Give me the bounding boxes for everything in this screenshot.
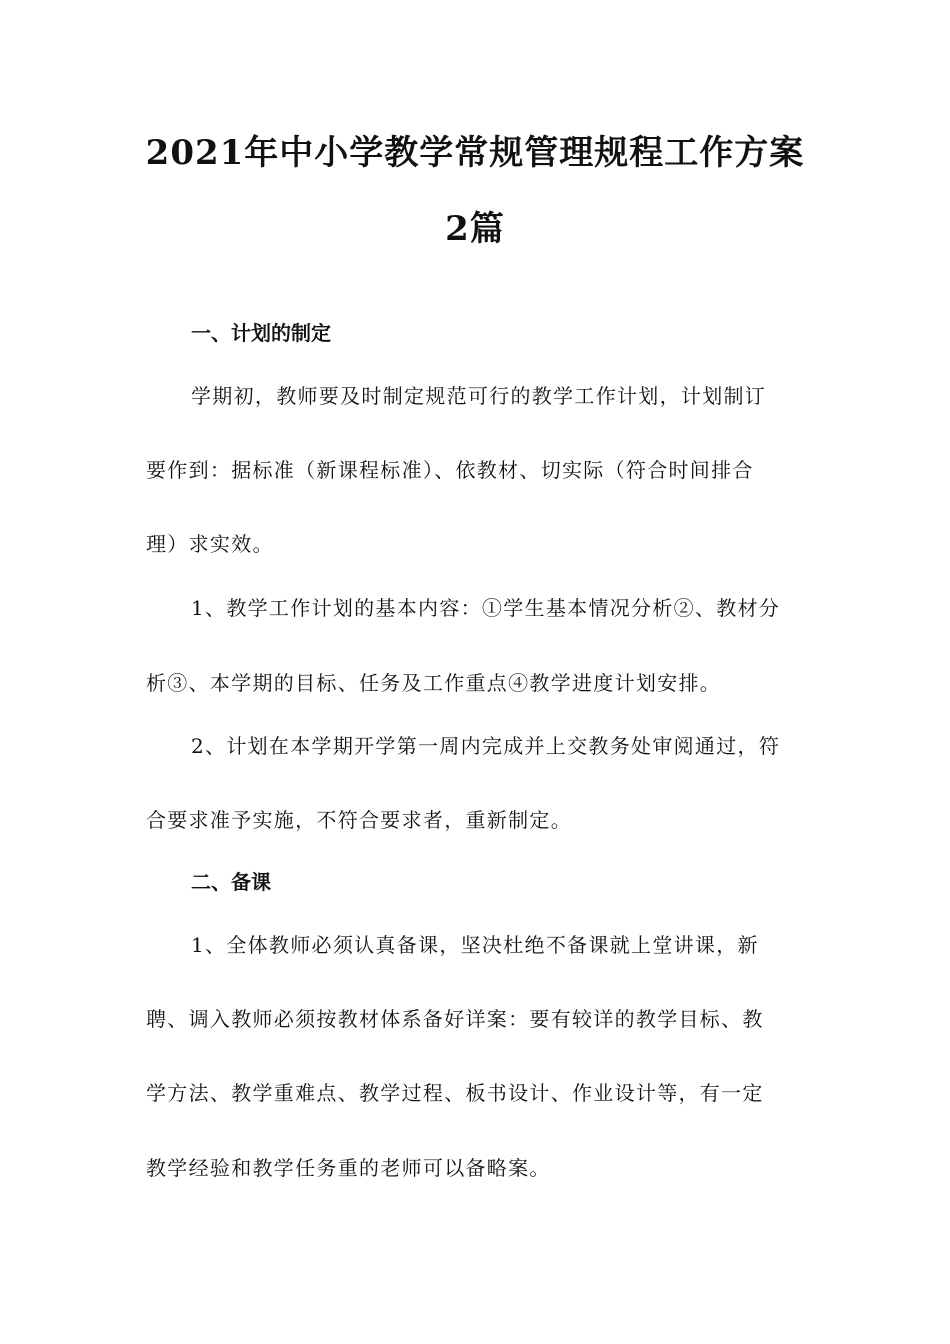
paragraph-line: 1、教学工作计划的基本内容：①学生基本情况分析②、教材分 [191,596,781,620]
paragraph-line: 聘、调入教师必须按教材体系备好详案：要有较详的教学目标、教 [146,1007,764,1031]
paragraph-line: 2、计划在本学期开学第一周内完成并上交教务处审阅通过，符 [191,734,781,758]
paragraph-line: 理）求实效。 [146,532,274,556]
document-title-line-2: 2篇 [445,209,505,249]
paragraph-line: 合要求准予实施，不符合要求者，重新制定。 [146,808,572,832]
paragraph-line: 要作到：据标准（新课程标准）、依教材、切实际（符合时间排合 [146,458,754,482]
paragraph-line: 学期初，教师要及时制定规范可行的教学工作计划，计划制订 [191,384,767,408]
document-title-line-1: 2021年中小学教学常规管理规程工作方案 [145,133,805,173]
paragraph-line: 析③、本学期的目标、任务及工作重点④教学进度计划安排。 [146,671,722,695]
paragraph-line: 教学经验和教学任务重的老师可以备略案。 [146,1156,551,1180]
paragraph-line: 学方法、教学重难点、教学过程、板书设计、作业设计等，有一定 [146,1081,764,1105]
section-heading-lesson-prep: 二、备课 [191,870,271,894]
section-heading-plan: 一、计划的制定 [191,321,331,345]
paragraph-line: 1、全体教师必须认真备课，坚决杜绝不备课就上堂讲课，新 [191,933,759,957]
